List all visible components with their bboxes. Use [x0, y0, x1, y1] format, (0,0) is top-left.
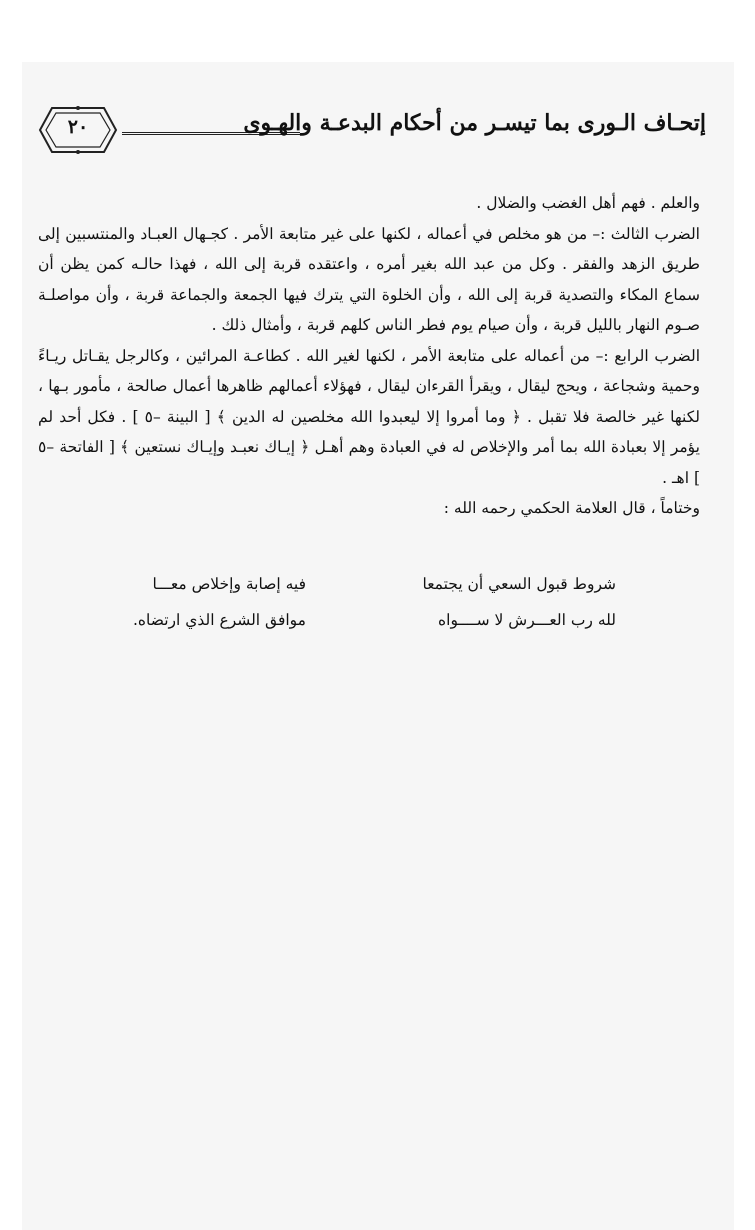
- book-title: إتحـاف الـورى بما تيسـر من أحكام البدعـة والهـوى: [243, 110, 706, 136]
- second-hemistich: فيه إصابة وإخلاص معـــا: [152, 575, 306, 593]
- paragraph: وختاماً ، قال العلامة الحكمي رحمه الله :: [443, 499, 700, 517]
- second-hemistich: موافق الشرع الذي ارتضاه.: [132, 611, 306, 629]
- page-number-frame: [38, 104, 118, 156]
- body-text: [38, 188, 700, 524]
- paragraph: الضرب الرابع :– من أعماله على متابعة الأمر ، لكنها لغير الله . كطاعـة المرائين ، وكالرجل يقـاتل ريـاءً وحمية وشجاعة ، ويحج ليقال ، ويقرأ القرءان ليقال ، فهؤلاء أعمالهم ظاهرها أعمال صالحة ، مأمور بـها ، لكنها غير خالصة فلا تقبل . ﴿ وما أمروا إلا ليعبدوا الله مخلصين له الدين ﴾ [ البينة –٥ ] . فكل أحد لم يؤمر إلا بعبادة الله بما أمر والإخلاص له في العبادة وهم أهـل ﴿ إيـاك نعبـد وإيـاك نستعين ﴾ [ الفاتحة –٥ ] اهـ .: [38, 346, 700, 487]
- verse-line: [76, 566, 616, 602]
- page-number: ٢٠: [67, 116, 89, 138]
- running-header: [38, 104, 706, 156]
- first-hemistich: شروط قبول السعي أن يجتمعا: [422, 575, 616, 593]
- first-hemistich: لله رب العـــرش لا ســــواه: [438, 611, 616, 629]
- paragraph: والعلم . فهم أهل الغضب والضلال .: [476, 194, 700, 212]
- poem: [76, 566, 616, 638]
- paragraph: الضرب الثالث :– من هو مخلص في أعماله ، لكنها على غير متابعة الأمر . كجـهال العبـاد والمنتسبين إلى طريق الزهد والفقر . وكل من عبد الله بغير أمره ، واعتقده قربة إلى الله ، فهذا حالـه كمن يظن أن سماع المكاء والتصدية قربة إلى الله ، وأن الخلوة التي يترك فيها الجمعة والجماعة قربة ، وأن مواصلـة صـوم النهار بالليل قربة ، وأن صيام يوم فطر الناس كلهم قربة ، وأمثال ذلك .: [38, 224, 700, 334]
- verse-line: [76, 602, 616, 638]
